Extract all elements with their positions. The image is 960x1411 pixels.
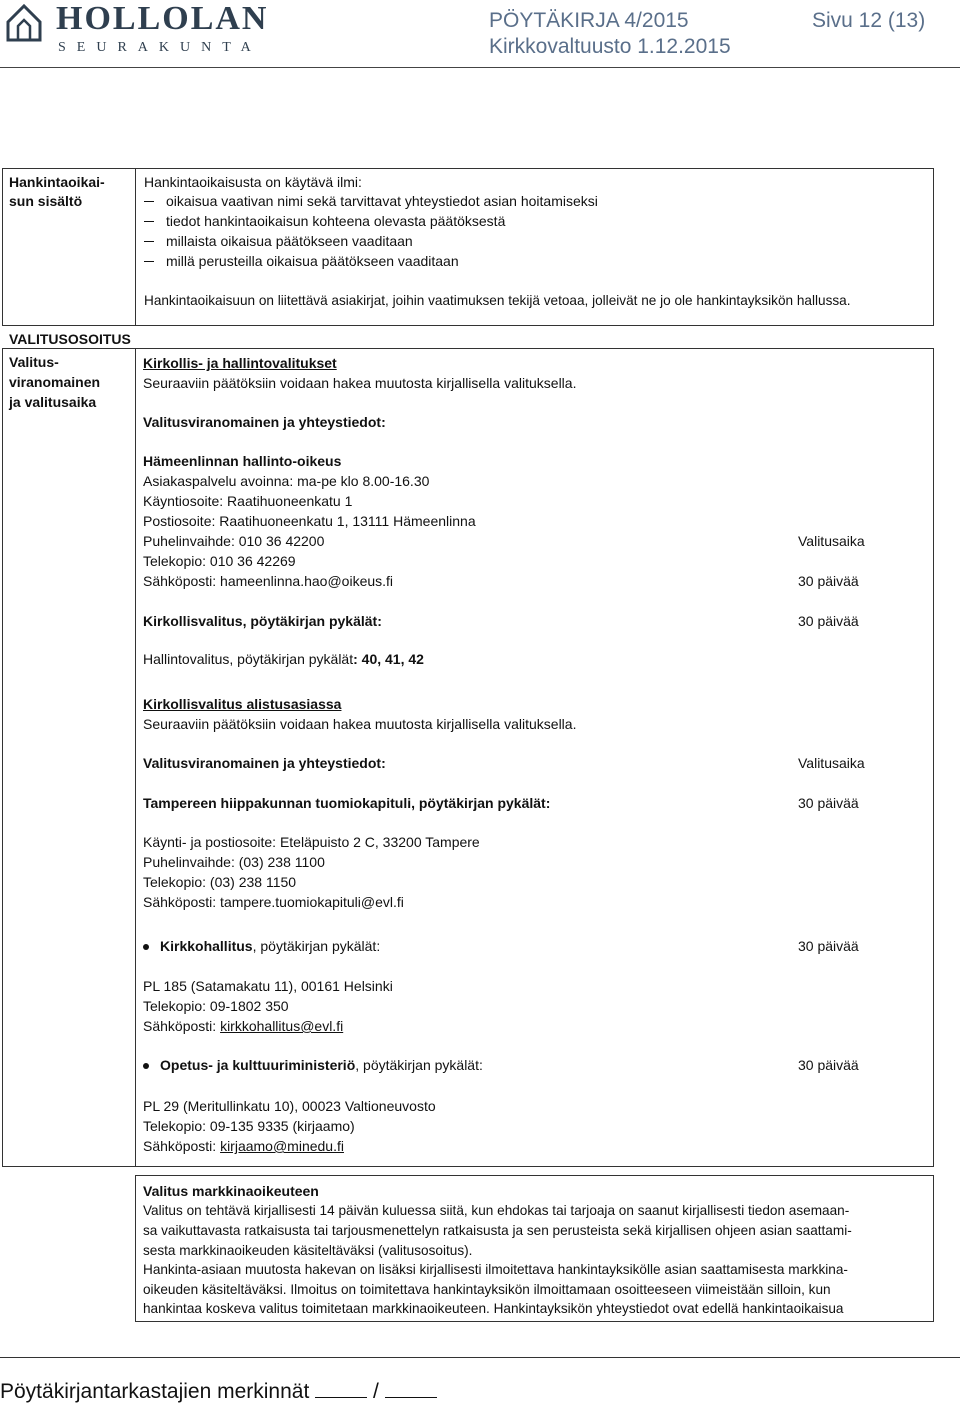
list-item: [144, 192, 598, 211]
kh-fax: Telekopio: 09-1802 350: [143, 998, 289, 1014]
alistus-text: Seuraaviin päätöksiin voidaan hakea muutosta kirjallisella valituksella.: [143, 716, 577, 732]
list-item-text: millä perusteilla oikaisua päätökseen vaaditaan: [166, 253, 459, 269]
initials-blank-1[interactable]: [315, 1381, 367, 1398]
initials-blank-2[interactable]: [385, 1381, 437, 1398]
markkinaoikeus-heading: Valitus markkinaoikeuteen: [143, 1183, 319, 1199]
section-heading: VALITUSOSOITUS: [9, 331, 131, 347]
kh-email-line: [143, 1017, 343, 1036]
list-item: [144, 252, 459, 271]
okm-name: Opetus- ja kulttuuriministeriö: [160, 1057, 356, 1073]
bullet-icon: [143, 1063, 149, 1069]
days-value: 30 päivää: [798, 1057, 859, 1073]
hao-service: Asiakaspalvelu avoinna: ma-pe klo 8.00-16.30: [143, 473, 430, 489]
dash-icon: [144, 261, 154, 262]
kirkollis-text: Seuraaviin päätöksiin voidaan hakea muutosta kirjallisella valituksella.: [143, 375, 577, 391]
markkinaoikeus-line: oikeuden käsiteltäväksi. Ilmoitus on toimitettava hankintayksikön ilmoittamaan osoitteeseen viimeistään silloin, kun: [143, 1282, 831, 1297]
list-item: [144, 212, 505, 231]
okm-email-line: [143, 1137, 344, 1156]
kh-email-link[interactable]: kirkkohallitus@evl.fi: [220, 1018, 344, 1034]
kirkkohallitus-suffix: , pöytäkirjan pykälät:: [252, 938, 381, 954]
tuomiokapituli-label: Tampereen hiippakunnan tuomiokapituli, pöytäkirjan pykälät:: [143, 795, 551, 811]
logo-name: HOLLOLAN: [56, 0, 269, 37]
kirkollisvalitus-sections: Kirkollisvalitus, pöytäkirjan pykälät:: [143, 613, 382, 629]
authority-label: Valitusviranomainen ja yhteystiedot:: [143, 414, 386, 430]
markkinaoikeus-line: hankintaa koskeva valitus toimitetaan markkinaoikeuteen. Hankintayksikön yhteystiedot ovat edellä hankintaoikaisua: [143, 1301, 844, 1316]
list-item: [144, 232, 413, 251]
section-label: sun sisältö: [9, 193, 83, 209]
meeting-date: Kirkkovaltuusto 1.12.2015: [489, 35, 731, 58]
list-item-text: tiedot hankintaoikaisun kohteena olevasta päätöksestä: [166, 213, 506, 229]
kh-address: PL 185 (Satamakatu 11), 00161 Helsinki: [143, 978, 393, 994]
days-value: 30 päivää: [798, 613, 859, 629]
footer-signature-line: [0, 1380, 437, 1404]
okm-address: PL 29 (Meritullinkatu 10), 00023 Valtioneuvosto: [143, 1098, 436, 1114]
email-label: Sähköposti:: [143, 1018, 221, 1034]
page-number: Sivu 12 (13): [812, 9, 926, 32]
hao-post: Postiosoite: Raatihuoneenkatu 1, 13111 Hämeenlinna: [143, 513, 476, 529]
bullet-icon: [143, 944, 149, 950]
section-label: ja valitusaika: [9, 394, 97, 410]
okm-line: [160, 1056, 483, 1075]
dash-icon: [144, 221, 154, 222]
tk-email: Sähköposti: tampere.tuomiokapituli@evl.fi: [143, 894, 404, 910]
column-divider: [135, 348, 136, 1167]
section-label: Valitus-: [9, 354, 59, 370]
section-label: Hankintaoikai-: [9, 174, 105, 190]
hao-fax: Telekopio: 010 36 42269: [143, 553, 296, 569]
intro-text: Hankintaoikaisusta on käytävä ilmi:: [144, 174, 362, 190]
hao-name: Hämeenlinnan hallinto-oikeus: [143, 453, 342, 469]
kirkkohallitus-line: [160, 937, 380, 956]
valitusosoitus-box: [2, 348, 934, 1167]
footer-label: Pöytäkirjantarkastajien merkinnät: [0, 1380, 310, 1403]
church-logo-icon: [4, 2, 44, 42]
tk-fax: Telekopio: (03) 238 1150: [143, 874, 297, 890]
days-value: 30 päivää: [798, 938, 859, 954]
markkinaoikeus-line: Hankinta-asiaan muutosta hakevan on lisäksi kirjallisesti ilmoitettava hankintayksikölle asian saattamisesta markkina-: [143, 1262, 848, 1277]
list-item-text: millaista oikaisua päätökseen vaaditaan: [166, 233, 413, 249]
kirkollis-heading: Kirkollis- ja hallintovalitukset: [143, 355, 337, 371]
hao-email: Sähköposti: hameenlinna.hao@oikeus.fi: [143, 573, 394, 589]
email-label: Sähköposti:: [143, 1138, 221, 1154]
hao-phone: Puhelinvaihde: 010 36 42200: [143, 533, 325, 549]
tk-phone: Puhelinvaihde: (03) 238 1100: [143, 854, 325, 870]
days-value: 30 päivää: [798, 795, 859, 811]
authority-label: Valitusviranomainen ja yhteystiedot:: [143, 755, 386, 771]
okm-email-link[interactable]: kirjaamo@minedu.fi: [220, 1138, 344, 1154]
markkinaoikeus-line: Valitus on tehtävä kirjallisesti 14 päivän kuluessa siitä, kun ehdokas tai tarjoaja on saanut kirjallisesti tiedon asemaan-: [143, 1203, 850, 1218]
hallintovalitus-line: [143, 650, 424, 669]
list-item-text: oikaisua vaativan nimi sekä tarvittavat yhteystiedot asian hoitamiseksi: [166, 193, 598, 209]
valitusaika-label: Valitusaika: [798, 533, 865, 549]
document-title: PÖYTÄKIRJA 4/2015: [489, 9, 689, 32]
section-label: viranomainen: [9, 374, 101, 390]
kirkkohallitus-name: Kirkkohallitus: [160, 938, 253, 954]
dash-icon: [144, 241, 154, 242]
okm-suffix: , pöytäkirjan pykälät:: [355, 1057, 483, 1073]
dash-icon: [144, 201, 154, 202]
header-divider: [0, 67, 960, 68]
okm-fax: Telekopio: 09-135 9335 (kirjaamo): [143, 1118, 355, 1134]
footer-divider: [0, 1357, 960, 1358]
alistus-heading: Kirkollisvalitus alistusasiassa: [143, 696, 342, 712]
days-value: 30 päivää: [798, 573, 859, 589]
tk-address: Käynti- ja postiosoite: Eteläpuisto 2 C, 33200 Tampere: [143, 834, 480, 850]
hallintovalitus-label: Hallintovalitus, pöytäkirjan pykälät: [143, 651, 354, 667]
footer-separator: /: [373, 1380, 379, 1403]
valitusaika-label: Valitusaika: [798, 755, 865, 771]
attachments-text: Hankintaoikaisuun on liitettävä asiakirjat, joihin vaatimuksen tekijä vetoaa, jolleivät ne jo ole hankintayksikön hallussa.: [144, 293, 851, 308]
logo-subtitle: SEURAKUNTA: [58, 40, 262, 55]
hallintovalitus-numbers: : 40, 41, 42: [353, 651, 424, 667]
hao-visit: Käyntiosoite: Raatihuoneenkatu 1: [143, 493, 353, 509]
column-divider: [135, 168, 136, 326]
markkinaoikeus-line: sesta markkinaoikeuden käsiteltäväksi (valitusosoitus).: [143, 1243, 473, 1258]
markkinaoikeus-line: sa vaikuttavasta ratkaisusta tai tarjousmenettelyn ratkaisusta ja sen perusteista sekä kirjallisen ohjeen asian saattami-: [143, 1223, 852, 1238]
